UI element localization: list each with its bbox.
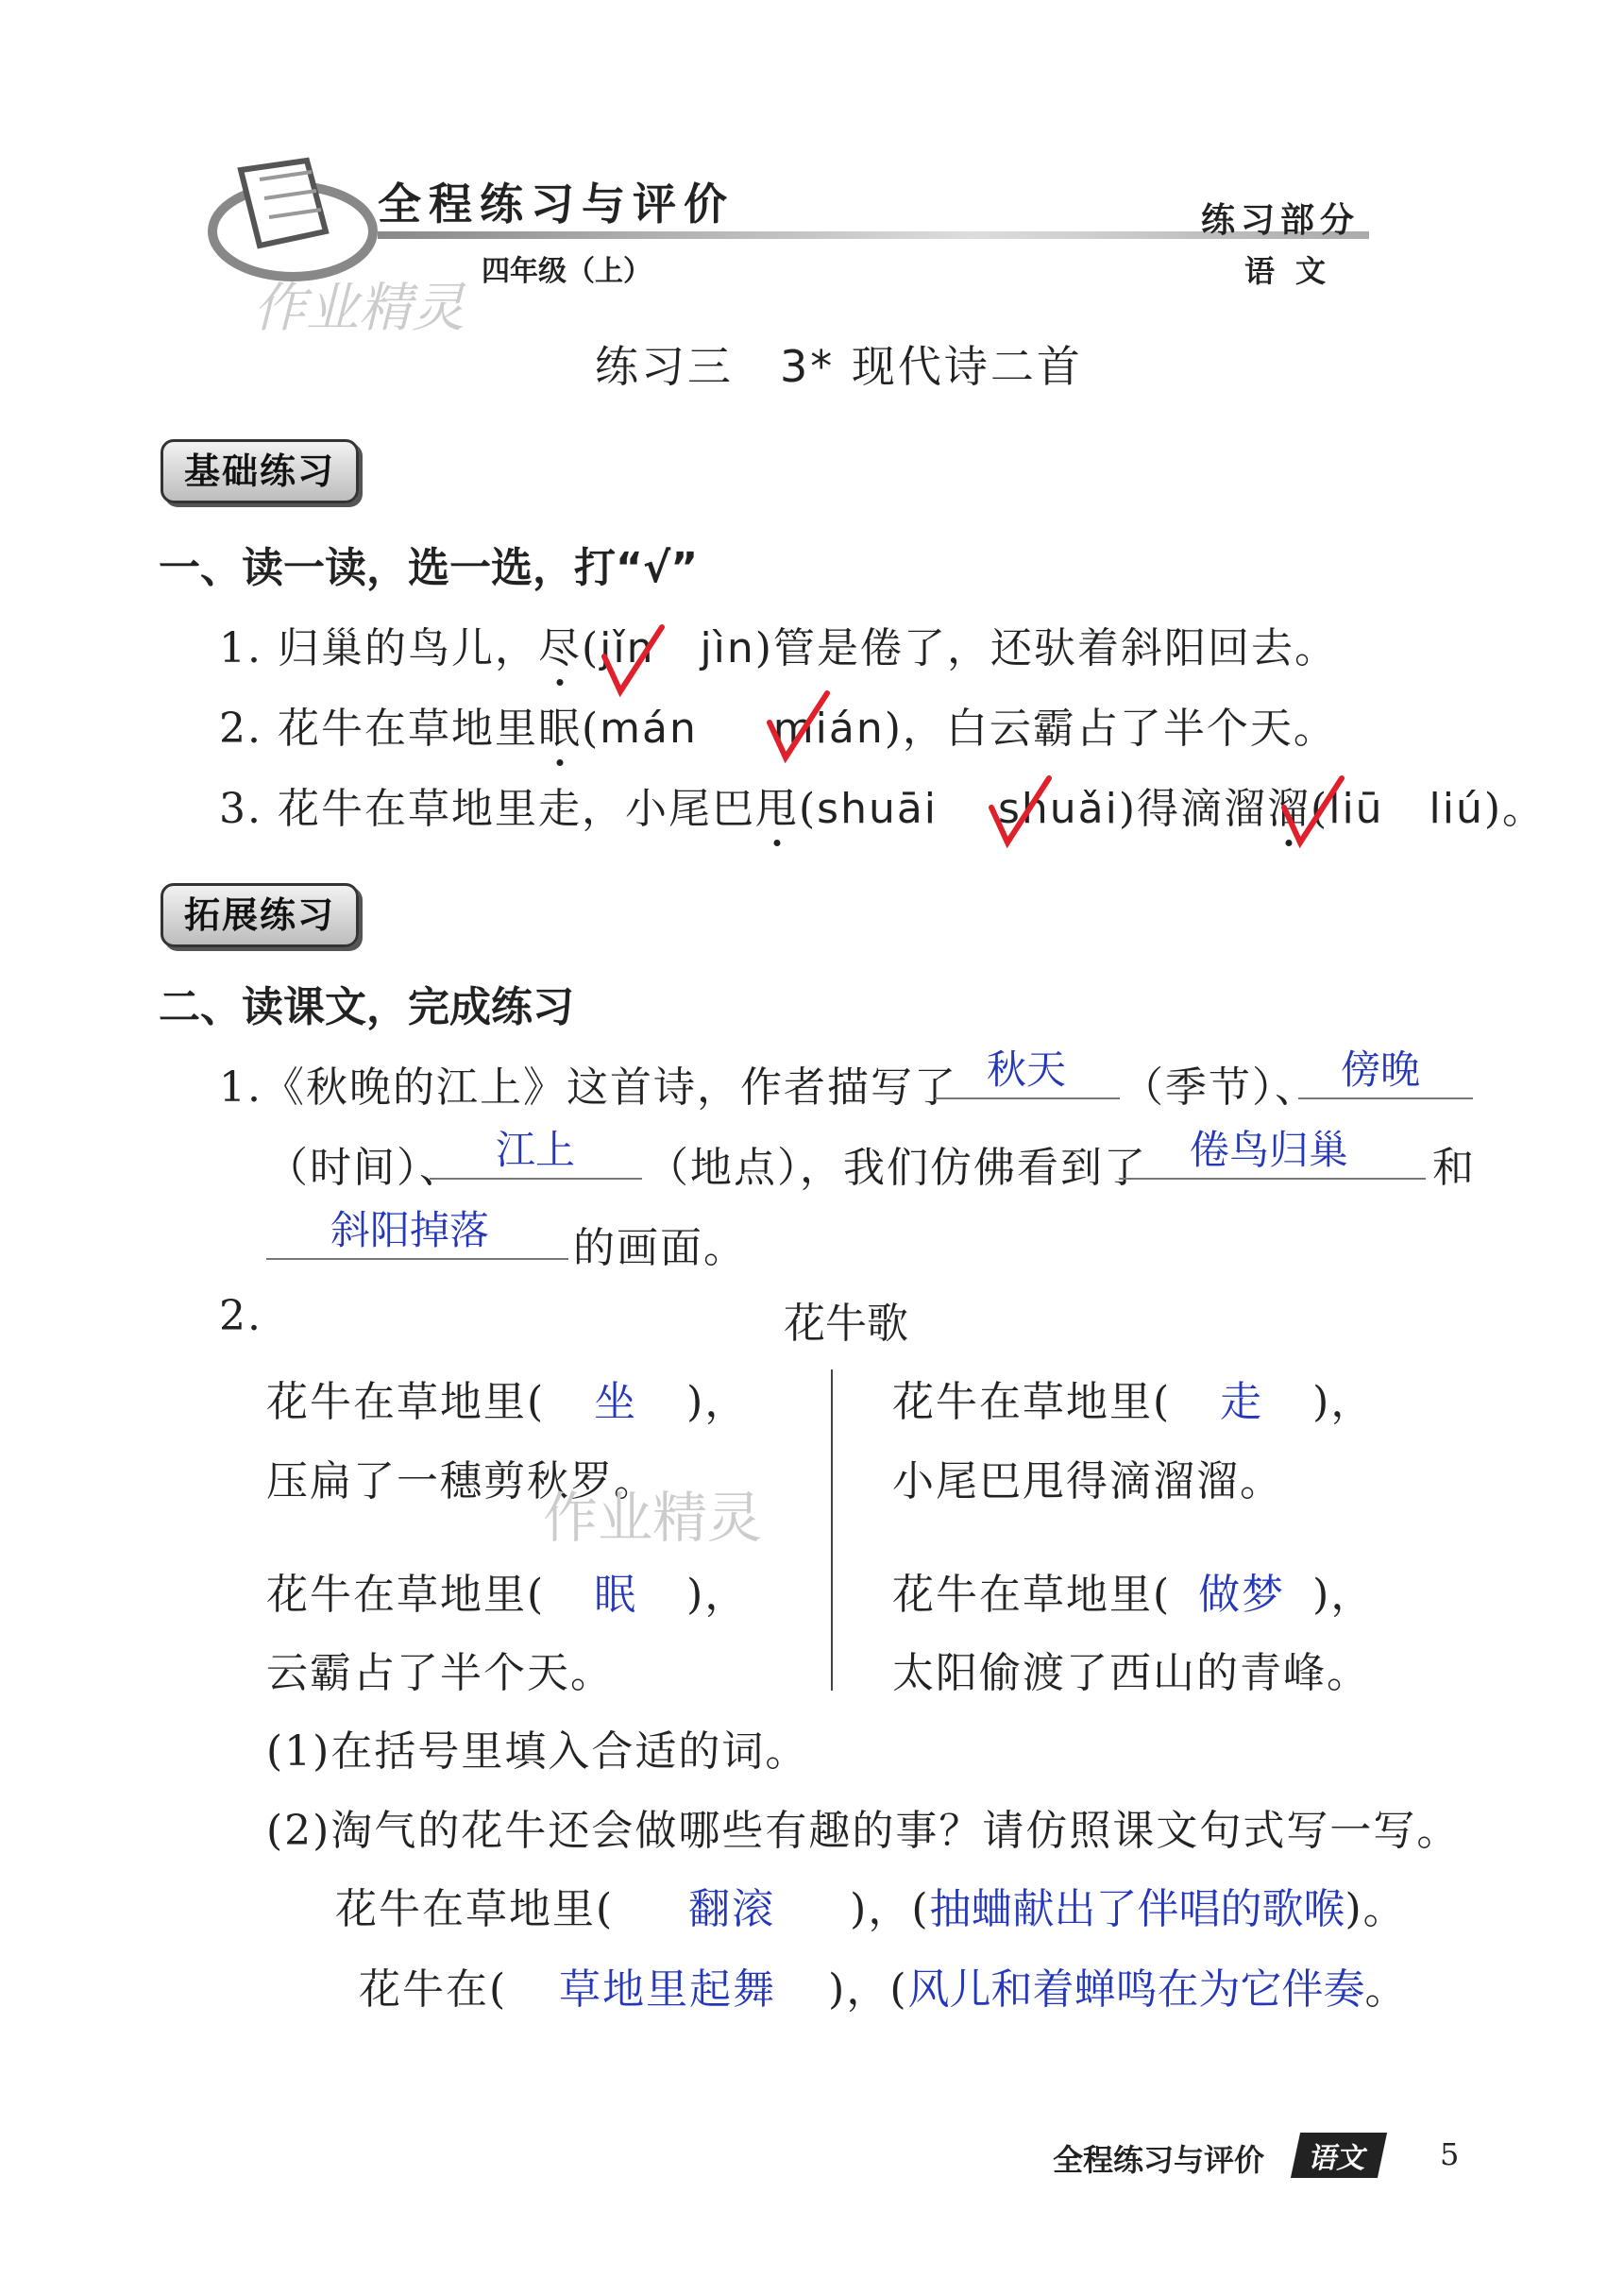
footer-subject-badge: 语文 [1291, 2133, 1387, 2178]
poem-right-2-line1: 花牛在草地里( 做梦 )， [892, 1560, 1374, 1621]
watermark: 作业精灵 [543, 1486, 763, 1550]
q2-1-season-label: （季节）、 [1122, 1063, 1318, 1112]
option-shuai3[interactable]: shuǎi [997, 785, 1119, 833]
header-grade: 四年级（上） [482, 255, 651, 288]
q2-1-line1-text: 1.《秋晚的江上》这首诗，作者描写了 [219, 1063, 957, 1112]
answer-poem-walk[interactable]: 走 [1220, 1378, 1264, 1426]
answer-blank-place[interactable] [430, 1178, 642, 1180]
poem-left-1-line1: 花牛在草地里( 坐 )， [266, 1368, 748, 1428]
option-man[interactable]: mán [600, 705, 698, 753]
answer-scene2: 斜阳掉落 [330, 1207, 490, 1253]
watermark: 作业精灵 [253, 278, 465, 339]
q2-1-place-label: （地点），我们仿佛看到了 [647, 1144, 1147, 1192]
section-badge-extended: 拓展练习 [161, 883, 359, 947]
answer-blank-season[interactable] [935, 1097, 1120, 1099]
poem-left-1-line2: 压扁了一穗剪秋罗。 [266, 1457, 657, 1505]
poem-right-2-line2: 太阳偷渡了西山的青峰。 [892, 1649, 1370, 1697]
answer-scene1: 倦鸟归巢 [1190, 1127, 1349, 1173]
answer-time: 傍晚 [1341, 1046, 1421, 1093]
footer-brand: 全程练习与评价 [1053, 2142, 1265, 2178]
option-jin3[interactable]: jǐn [600, 624, 655, 672]
answer-write-2b[interactable]: 风儿和着蝉鸣在为它伴奏 [907, 1965, 1365, 2014]
sub-question-2: (2)淘气的花牛还会做哪些有趣的事？请仿照课文句式写一写。 [266, 1807, 1461, 1855]
answer-write-1a[interactable]: 翻滚 [688, 1885, 776, 1933]
answer-poem-sit[interactable]: 坐 [594, 1378, 638, 1426]
book-logo-icon [203, 142, 382, 283]
check-mark-icon [600, 623, 666, 699]
check-mark-icon [1279, 774, 1345, 850]
header-subject: 语文 [1244, 253, 1347, 289]
answer-blank-scene1[interactable] [1119, 1178, 1426, 1180]
poem-title: 花牛歌 [784, 1300, 908, 1348]
check-mark-icon [987, 774, 1053, 850]
write-line-1: 花牛在草地里( 翻滚 )，(抽蛐献出了伴唱的歌喉)。 [335, 1875, 1407, 1935]
poem-right-1-line1: 花牛在草地里( 走 )， [892, 1368, 1374, 1428]
part1-heading: 一、读一读，选一选，打“√” [159, 544, 699, 592]
write-line-2: 花牛在( 草地里起舞 )，(风儿和着蝉鸣在为它伴奏。 [359, 1955, 1409, 2015]
poem-left-2-line2: 云霸占了半个天。 [266, 1649, 614, 1697]
section-badge-basic: 基础练习 [161, 439, 359, 503]
option-mian[interactable]: mián [772, 705, 885, 753]
question-1-3: 3. 花牛在草地里走，小尾巴甩(shuāi shuǎi)得滴溜溜(liū liú)。 [219, 785, 1547, 833]
q2-1-and: 和 [1432, 1144, 1476, 1192]
option-jin4[interactable]: jìn [700, 624, 755, 672]
poem-divider [831, 1369, 833, 1691]
answer-blank-scene2[interactable] [266, 1258, 568, 1260]
option-liu1[interactable]: liū [1328, 785, 1384, 833]
q2-1-time-label: （时间）、 [266, 1144, 463, 1192]
header-section: 练习部分 [1201, 200, 1361, 240]
answer-blank-time[interactable] [1298, 1097, 1473, 1099]
answer-place: 江上 [496, 1127, 576, 1173]
check-mark-icon [765, 689, 831, 765]
poem-right-1-line2: 小尾巴甩得滴溜溜。 [892, 1457, 1283, 1505]
answer-poem-dream[interactable]: 做梦 [1198, 1571, 1286, 1619]
answer-season: 秋天 [987, 1046, 1067, 1093]
option-shuai1[interactable]: shuāi [817, 785, 939, 833]
lesson-title: 练习三 3* 现代诗二首 [595, 341, 1083, 392]
answer-poem-sleep[interactable]: 眠 [594, 1571, 638, 1619]
header-brand: 全程练习与评价 [378, 179, 735, 230]
q2-1-end: 的画面。 [573, 1224, 747, 1272]
page-number: 5 [1440, 2136, 1460, 2172]
answer-write-1b[interactable]: 抽蛐献出了伴唱的歌喉 [929, 1885, 1345, 1933]
question-1-2: 2. 花牛在草地里眠(mán mián)，白云霸占了半个天。 [219, 705, 1337, 753]
question-1-1: 1. 归巢的鸟儿，尽(jǐn jìn)管是倦了，还驮着斜阳回去。 [219, 624, 1338, 672]
answer-write-2a[interactable]: 草地里起舞 [559, 1965, 777, 2014]
option-liu2[interactable]: liú [1429, 785, 1484, 833]
q2-2-number: 2. [219, 1292, 262, 1340]
part2-heading: 二、读课文，完成练习 [159, 983, 574, 1031]
poem-left-2-line1: 花牛在草地里( 眠 )， [266, 1560, 748, 1621]
sub-question-1: (1)在括号里填入合适的词。 [266, 1727, 809, 1776]
